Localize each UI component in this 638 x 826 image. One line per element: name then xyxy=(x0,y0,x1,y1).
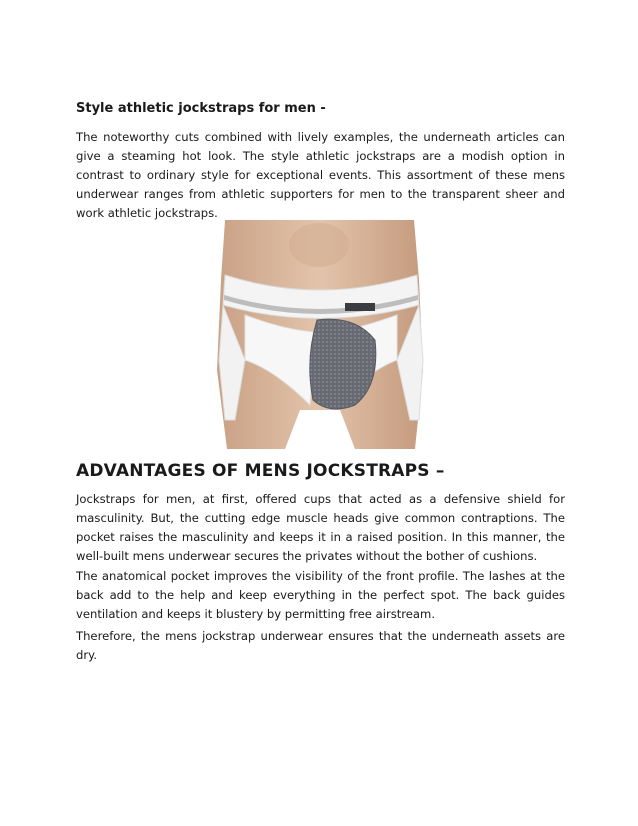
product-photo-jockstrap-icon xyxy=(205,220,434,449)
advantages-paragraph-3: Therefore, the mens jockstrap underwear ensures that the underneath assets are dry. xyxy=(76,629,565,662)
advantages-paragraph-1: Jockstraps for men, at first, offered cups that acted as a defensive shield for masculinity. But, the cutting edge muscle heads give common contraptions. The pocket raises the masculinity and keeps it in a raised position. In this manner, the well-built mens underwear secures the privates without the bother of cushions. xyxy=(76,492,565,563)
section-heading: Style athletic jockstraps for men - xyxy=(76,101,326,116)
product-image xyxy=(205,220,434,449)
advantages-paragraph-2: The anatomical pocket improves the visibility of the front profile. The lashes at the back add to the help and keep everything in the perfect spot. The back guides ventilation and keeps it blustery by permitting free airstream. xyxy=(76,569,565,621)
advantages-heading: ADVANTAGES OF MENS JOCKSTRAPS – xyxy=(76,461,445,481)
intro-paragraph: The noteworthy cuts combined with lively examples, the underneath articles can give a steaming hot look. The style athletic jockstraps are a modish option in contrast to ordinary style for exceptional events. This assortment of these mens underwear ranges from athletic supporters for men to the transparent sheer and work athletic jockstraps. xyxy=(76,130,565,220)
